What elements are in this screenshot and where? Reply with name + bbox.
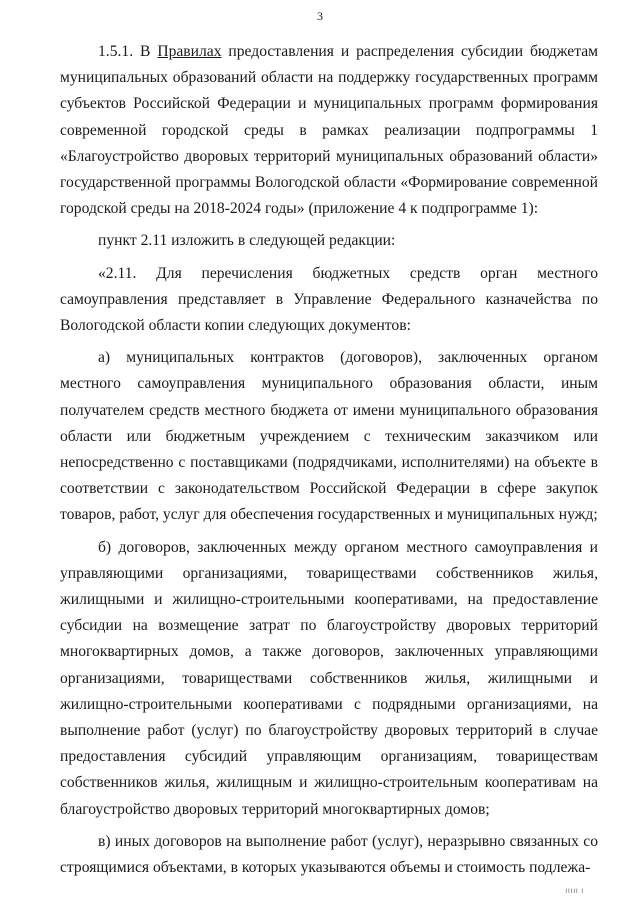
paragraph-instruction: пункт 2.11 изложить в следующей редакции: — [98, 232, 396, 250]
barcode-marker: ІІІІІ І — [565, 889, 584, 895]
page-number: 3 — [317, 9, 323, 23]
paragraph-2-11: «2.11. Для перечисления бюджетных средств орган местного самоуправления представляет в Управление Федерального казначейства по Вологодской области копии следующих документов: — [60, 264, 598, 335]
paragraph-1-5-1 — [60, 39, 598, 222]
paragraph-item-a: а) муниципальных контрактов (договоров), заключенных органом местного самоуправления муниципального образования области, иным получателем средств местного бюджета от имени муниципального образования области или бюджетным учреждением с техническим заказчиком или непосредственно с поставщиками (подрядчиками, исполнителями) на объекте в соответствии с законодательством Российской Федерации в сфере закупок товаров, работ, услуг для обеспечения государственных и муниципальных нужд; — [60, 349, 598, 524]
paragraph-item-v: в) иных договоров на выполнение работ (услуг), неразрывно связанных со строящимися объектами, в которых указываются объемы и стоимость подлежа- — [60, 832, 598, 877]
paragraph-item-b: б) договоров, заключенных между органом местного самоуправления и управляющими организациями, товариществами собственников жилья, жилищными и жилищно-строительными кооперативами, на предоставление субсидии на возмещение затрат по благоустройству дворовых территорий многоквартирных домов, а также договоров, заключенных управляющими организациями, товариществами собственников жилья, жилищными и жилищно-строительными кооперативами с подрядными организациями, на выполнение работ (услуг) по благоустройству дворовых территорий в случае предоставления субсидий управляющим организациям, товариществам собственников жилья, жилищным и жилищно-строительным кооперативам на благоустройство дворовых территорий многоквартирных домов; — [60, 538, 598, 818]
document-body — [60, 39, 598, 887]
paragraph-text: предоставления и распределения субсидии бюджетам муниципальных образований области на поддержку государственных программ субъектов Российской Федерации и муниципальных программ формирования современной городской среды в рамках реализации подпрограммы 1 «Благоустройство дворовых территорий муниципальных образований области» государственной программы Вологодской области «Формирование современной городской среды на 2018-2024 годы» (приложение 4 к подпрограмме 1): — [60, 43, 598, 218]
paragraph-prefix: 1.5.1. В — [98, 43, 158, 60]
rules-link[interactable]: Правилах — [157, 43, 222, 60]
